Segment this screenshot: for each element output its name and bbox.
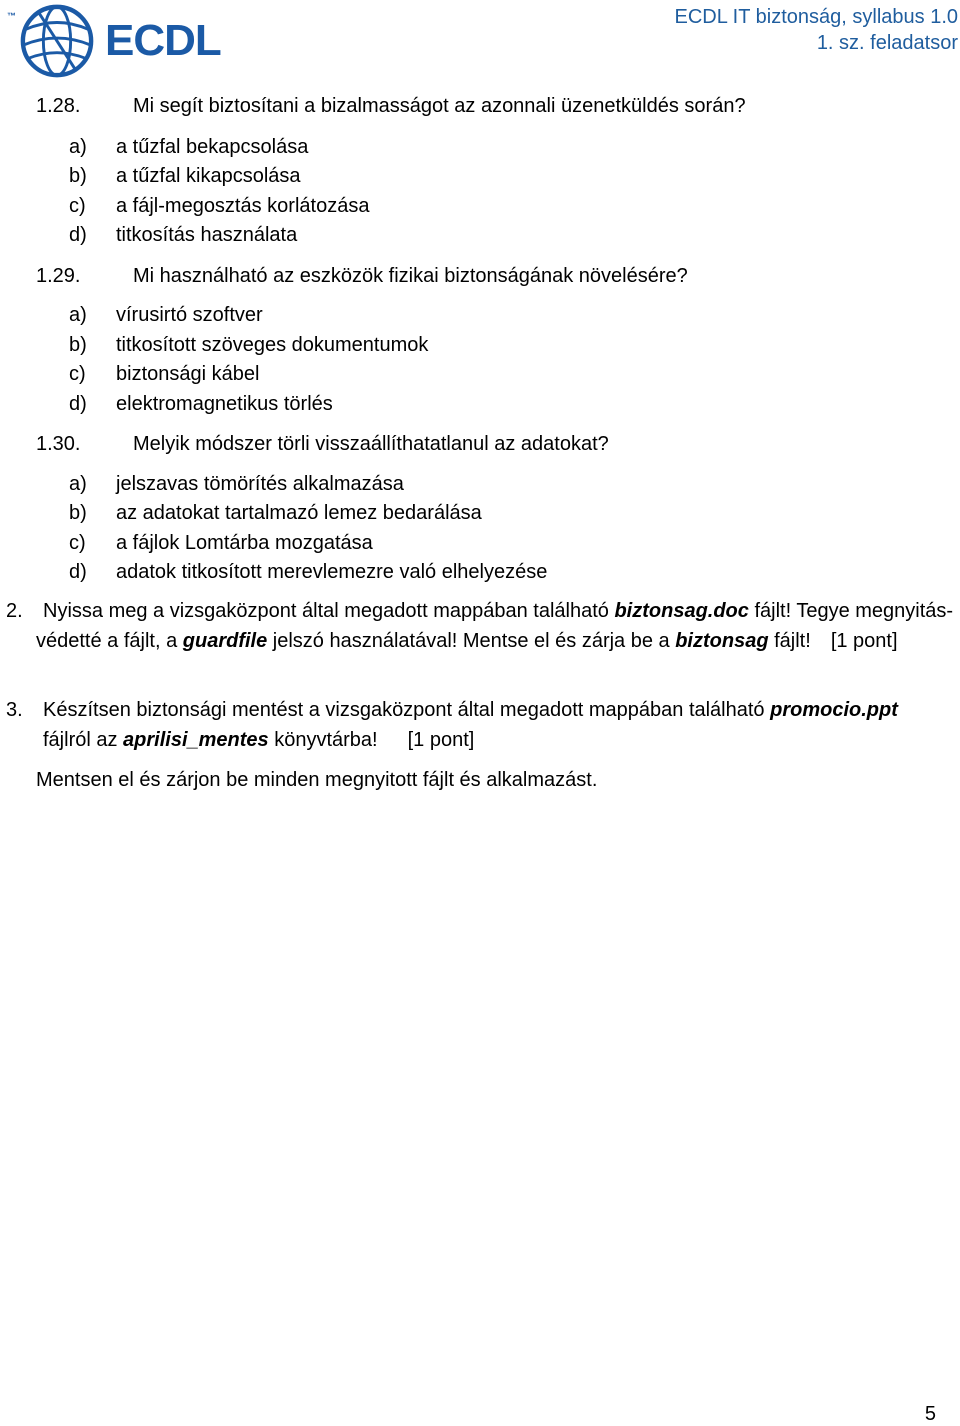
- question-text: Melyik módszer törli visszaállíthatatlanul az adatokat?: [133, 433, 609, 455]
- task-3-text: [43, 696, 943, 755]
- option-text: vírusirtó szoftver: [116, 304, 263, 326]
- points: [1 pont]: [830, 629, 898, 652]
- option-label: a): [69, 473, 87, 495]
- task-text: fájlt!: [768, 629, 811, 652]
- task-number: 3.: [6, 699, 23, 721]
- option-label: a): [69, 136, 87, 158]
- document-title: [675, 4, 958, 56]
- points: [1 pont]: [407, 728, 475, 751]
- file-name: promocio.ppt: [770, 699, 898, 721]
- option-text: biztonsági kábel: [116, 363, 260, 385]
- file-name: biztonsag: [675, 629, 769, 652]
- option-text: jelszavas tömörítés alkalmazása: [116, 473, 404, 495]
- option-label: b): [69, 165, 87, 187]
- closing-instruction: Mentsen el és zárjon be minden megnyitott fájlt és alkalmazást.: [36, 769, 598, 791]
- option-text: elektromagnetikus törlés: [116, 393, 333, 415]
- task-text: jelszó használatával! Mentse el és zárja be a: [267, 629, 676, 652]
- option-label: c): [69, 195, 86, 217]
- syllabus-title: ECDL IT biztonság, syllabus 1.0: [674, 6, 958, 28]
- task-set-title: 1. sz. feladatsor: [816, 32, 958, 54]
- task-text: könyvtárba!: [268, 728, 378, 751]
- task-text: fájlról az: [43, 728, 124, 751]
- question-number: 1.29.: [36, 265, 81, 287]
- option-text: a fájl-megosztás korlátozása: [116, 195, 370, 217]
- option-label: c): [69, 363, 86, 385]
- option-text: a fájlok Lomtárba mozgatása: [116, 532, 373, 554]
- password: guardfile: [182, 629, 268, 652]
- option-text: titkosított szöveges dokumentumok: [116, 334, 429, 356]
- question-number: 1.28.: [36, 95, 81, 117]
- option-label: b): [69, 334, 87, 356]
- option-label: d): [69, 393, 87, 415]
- option-label: d): [69, 561, 87, 583]
- option-text: adatok titkosított merevlemezre való elhelyezése: [116, 561, 548, 583]
- folder-name: aprilisi_mentes: [123, 728, 269, 751]
- trademark-symbol: ™: [7, 11, 16, 21]
- option-label: b): [69, 502, 87, 524]
- task-text: Készítsen biztonsági mentést a vizsgaközpont által megadott mappában található: [43, 699, 771, 721]
- option-text: a tűzfal kikapcsolása: [116, 165, 301, 187]
- option-label: a): [69, 304, 87, 326]
- option-label: d): [69, 224, 87, 246]
- question-text: Mi használható az eszközök fizikai biztonságának növelésére?: [133, 265, 688, 287]
- task-text: fájlt! Tegye megnyitás-védetté a fájlt, a: [36, 600, 954, 652]
- task-text: Nyissa meg a vizsgaközpont által megadott mappában található: [43, 600, 615, 622]
- question-number: 1.30.: [36, 433, 81, 455]
- page-header: [0, 0, 960, 80]
- task-number: 2.: [6, 600, 23, 622]
- option-label: c): [69, 532, 86, 554]
- option-text: a tűzfal bekapcsolása: [116, 136, 309, 158]
- question-text: Mi segít biztosítani a bizalmasságot az azonnali üzenetküldés során?: [133, 95, 746, 117]
- file-name: biztonsag.doc: [614, 600, 749, 622]
- option-text: titkosítás használata: [116, 224, 298, 246]
- option-text: az adatokat tartalmazó lemez bedarálása: [116, 502, 482, 524]
- globe-icon: [18, 2, 96, 80]
- ecdl-logo: [4, 2, 234, 78]
- task-2-text: [36, 597, 958, 656]
- logo-wordmark: ECDL: [105, 16, 221, 65]
- page-number: 5: [924, 1403, 936, 1425]
